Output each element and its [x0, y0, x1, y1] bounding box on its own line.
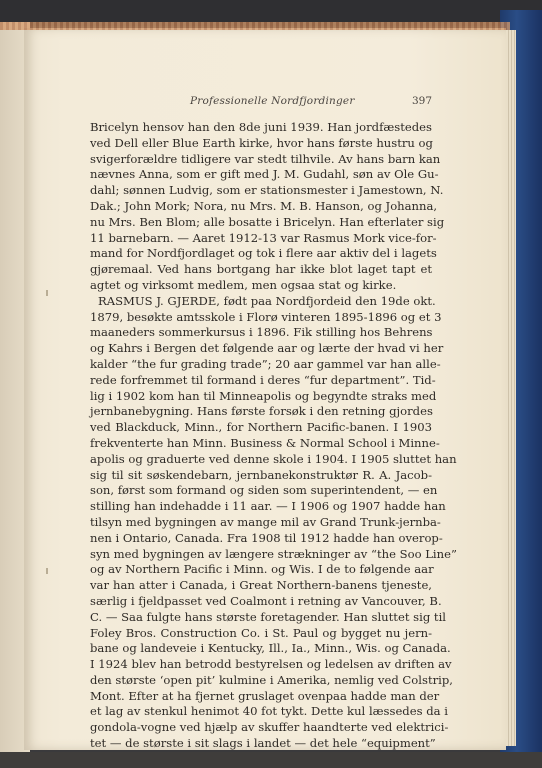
text-line: 1879, besøkte amtsskole i Florø vinteren 1895-1896 og et 3 — [90, 309, 442, 324]
body-text — [90, 120, 457, 752]
text-line: mand for Nordfjordlaget og tok i flere aar aktiv del i lagets — [90, 246, 437, 261]
text-line: son, først som formand og siden som superintendent, — en — [90, 483, 438, 498]
text-line: nu Mrs. Ben Blom; alle bosatte i Bricelyn. Han efterlater sig — [90, 214, 445, 229]
text-line: 11 barnebarn. — Aaret 1912-13 var Rasmus Mork vice-for- — [90, 230, 437, 245]
text-line: Dak.; John Mork; Nora, nu Mrs. M. B. Hanson, og Johanna, — [90, 198, 438, 213]
text-line: Foley Bros. Construction Co. i St. Paul og bygget nu jern- — [90, 625, 432, 640]
text-line: maaneders sommerkursus i 1896. Fik stilling hos Behrens — [90, 325, 433, 340]
page-stack-edges — [506, 30, 516, 746]
text-line: kalder “the fur grading trade”; 20 aar gammel var han alle- — [90, 356, 441, 371]
text-line: svigerforældre tidligere var stedt tilhvile. Av hans barn kan — [90, 151, 441, 166]
text-line: agtet og virksomt medlem, men ogsaa stat og kirke. — [90, 277, 397, 292]
running-title: Professionelle Nordfjordinger — [190, 95, 355, 107]
text-line: nen i Ontario, Canada. Fra 1908 til 1912 hadde han overop- — [90, 530, 443, 545]
text-line: I 1924 blev han betrodd bestyrelsen og ledelsen av driften av — [90, 657, 452, 672]
text-line: frekventerte han Minn. Business & Normal School i Minne- — [90, 435, 440, 450]
text-line: særlig i fjeldpasset ved Coalmont i retning av Vancouver, B. — [90, 593, 442, 608]
book-head-edge — [0, 22, 510, 30]
text-line: nævnes Anna, som er gift med J. M. Gudahl, søn av Ole Gu- — [90, 167, 439, 182]
text-line: apolis og graduerte ved denne skole i 1904. I 1905 sluttet han — [90, 451, 457, 466]
running-head — [90, 95, 432, 111]
page-speck — [46, 568, 48, 574]
text-line: og Kahrs i Bergen det følgende aar og lærte der hvad vi her — [90, 341, 444, 356]
text-line: og av Northern Pacific i Minn. og Wis. I de to følgende aar — [90, 562, 434, 577]
text-line: lig i 1902 kom han til Minneapolis og begyndte straks med — [90, 388, 437, 403]
text-line: sig til sit søskendebarn, jernbanekonstruktør R. A. Jacob- — [90, 467, 432, 482]
text-line: syn med bygningen av længere strækninger av “the Soo Line” — [90, 546, 457, 561]
text-line: ved Blackduck, Minn., for Northern Pacific-banen. I 1903 — [90, 420, 432, 435]
text-line: tilsyn med bygningen av mange mil av Grand Trunk-jernba- — [90, 514, 441, 529]
text-line: Bricelyn hensov han den 8de juni 1939. Han jordfæstedes — [90, 120, 432, 134]
text-line: tet — de største i sit slags i landet — det hele “equipment” — [90, 736, 436, 751]
text-line: gjøremaal. Ved hans bortgang har ikke blot laget tapt et — [90, 262, 432, 277]
text-line: bane og landeveie i Kentucky, Ill., Ia., Minn., Wis. og Canada. — [90, 641, 451, 656]
text-line: et lag av stenkul henimot 40 fot tykt. Dette kul læssedes da i — [90, 704, 448, 719]
page-speck — [46, 290, 48, 296]
text-line: Mont. Efter at ha fjernet gruslaget ovenpaa hadde man der — [90, 688, 440, 703]
text-line: rede forfremmet til formand i deres “fur department”. Tid- — [90, 372, 436, 387]
text-line: RASMUS J. GJERDE, født paa Nordfjordeid den 19de okt. — [98, 293, 436, 308]
page-number: 397 — [411, 95, 432, 107]
text-line: jernbanebygning. Hans første forsøk i den retning gjordes — [90, 404, 433, 419]
background-bottom — [0, 752, 542, 768]
text-line: var han atter i Canada, i Great Northern-banens tjeneste, — [90, 578, 432, 593]
text-line: den største ‘open pit’ kulmine i Amerika, nemlig ved Colstrip, — [90, 672, 453, 687]
text-line: dahl; sønnen Ludvig, som er stationsmester i Jamestown, N. — [90, 183, 444, 198]
text-line: stilling han indehadde i 11 aar. — I 1906 og 1907 hadde han — [90, 499, 446, 514]
text-line: C. — Saa fulgte hans største foretagender. Han sluttet sig til — [90, 609, 446, 624]
text-line: gondola-vogne ved hjælp av skuffer haandterte ved elektrici- — [90, 720, 449, 735]
text-line: ved Dell eller Blue Earth kirke, hvor hans første hustru og — [90, 135, 433, 150]
